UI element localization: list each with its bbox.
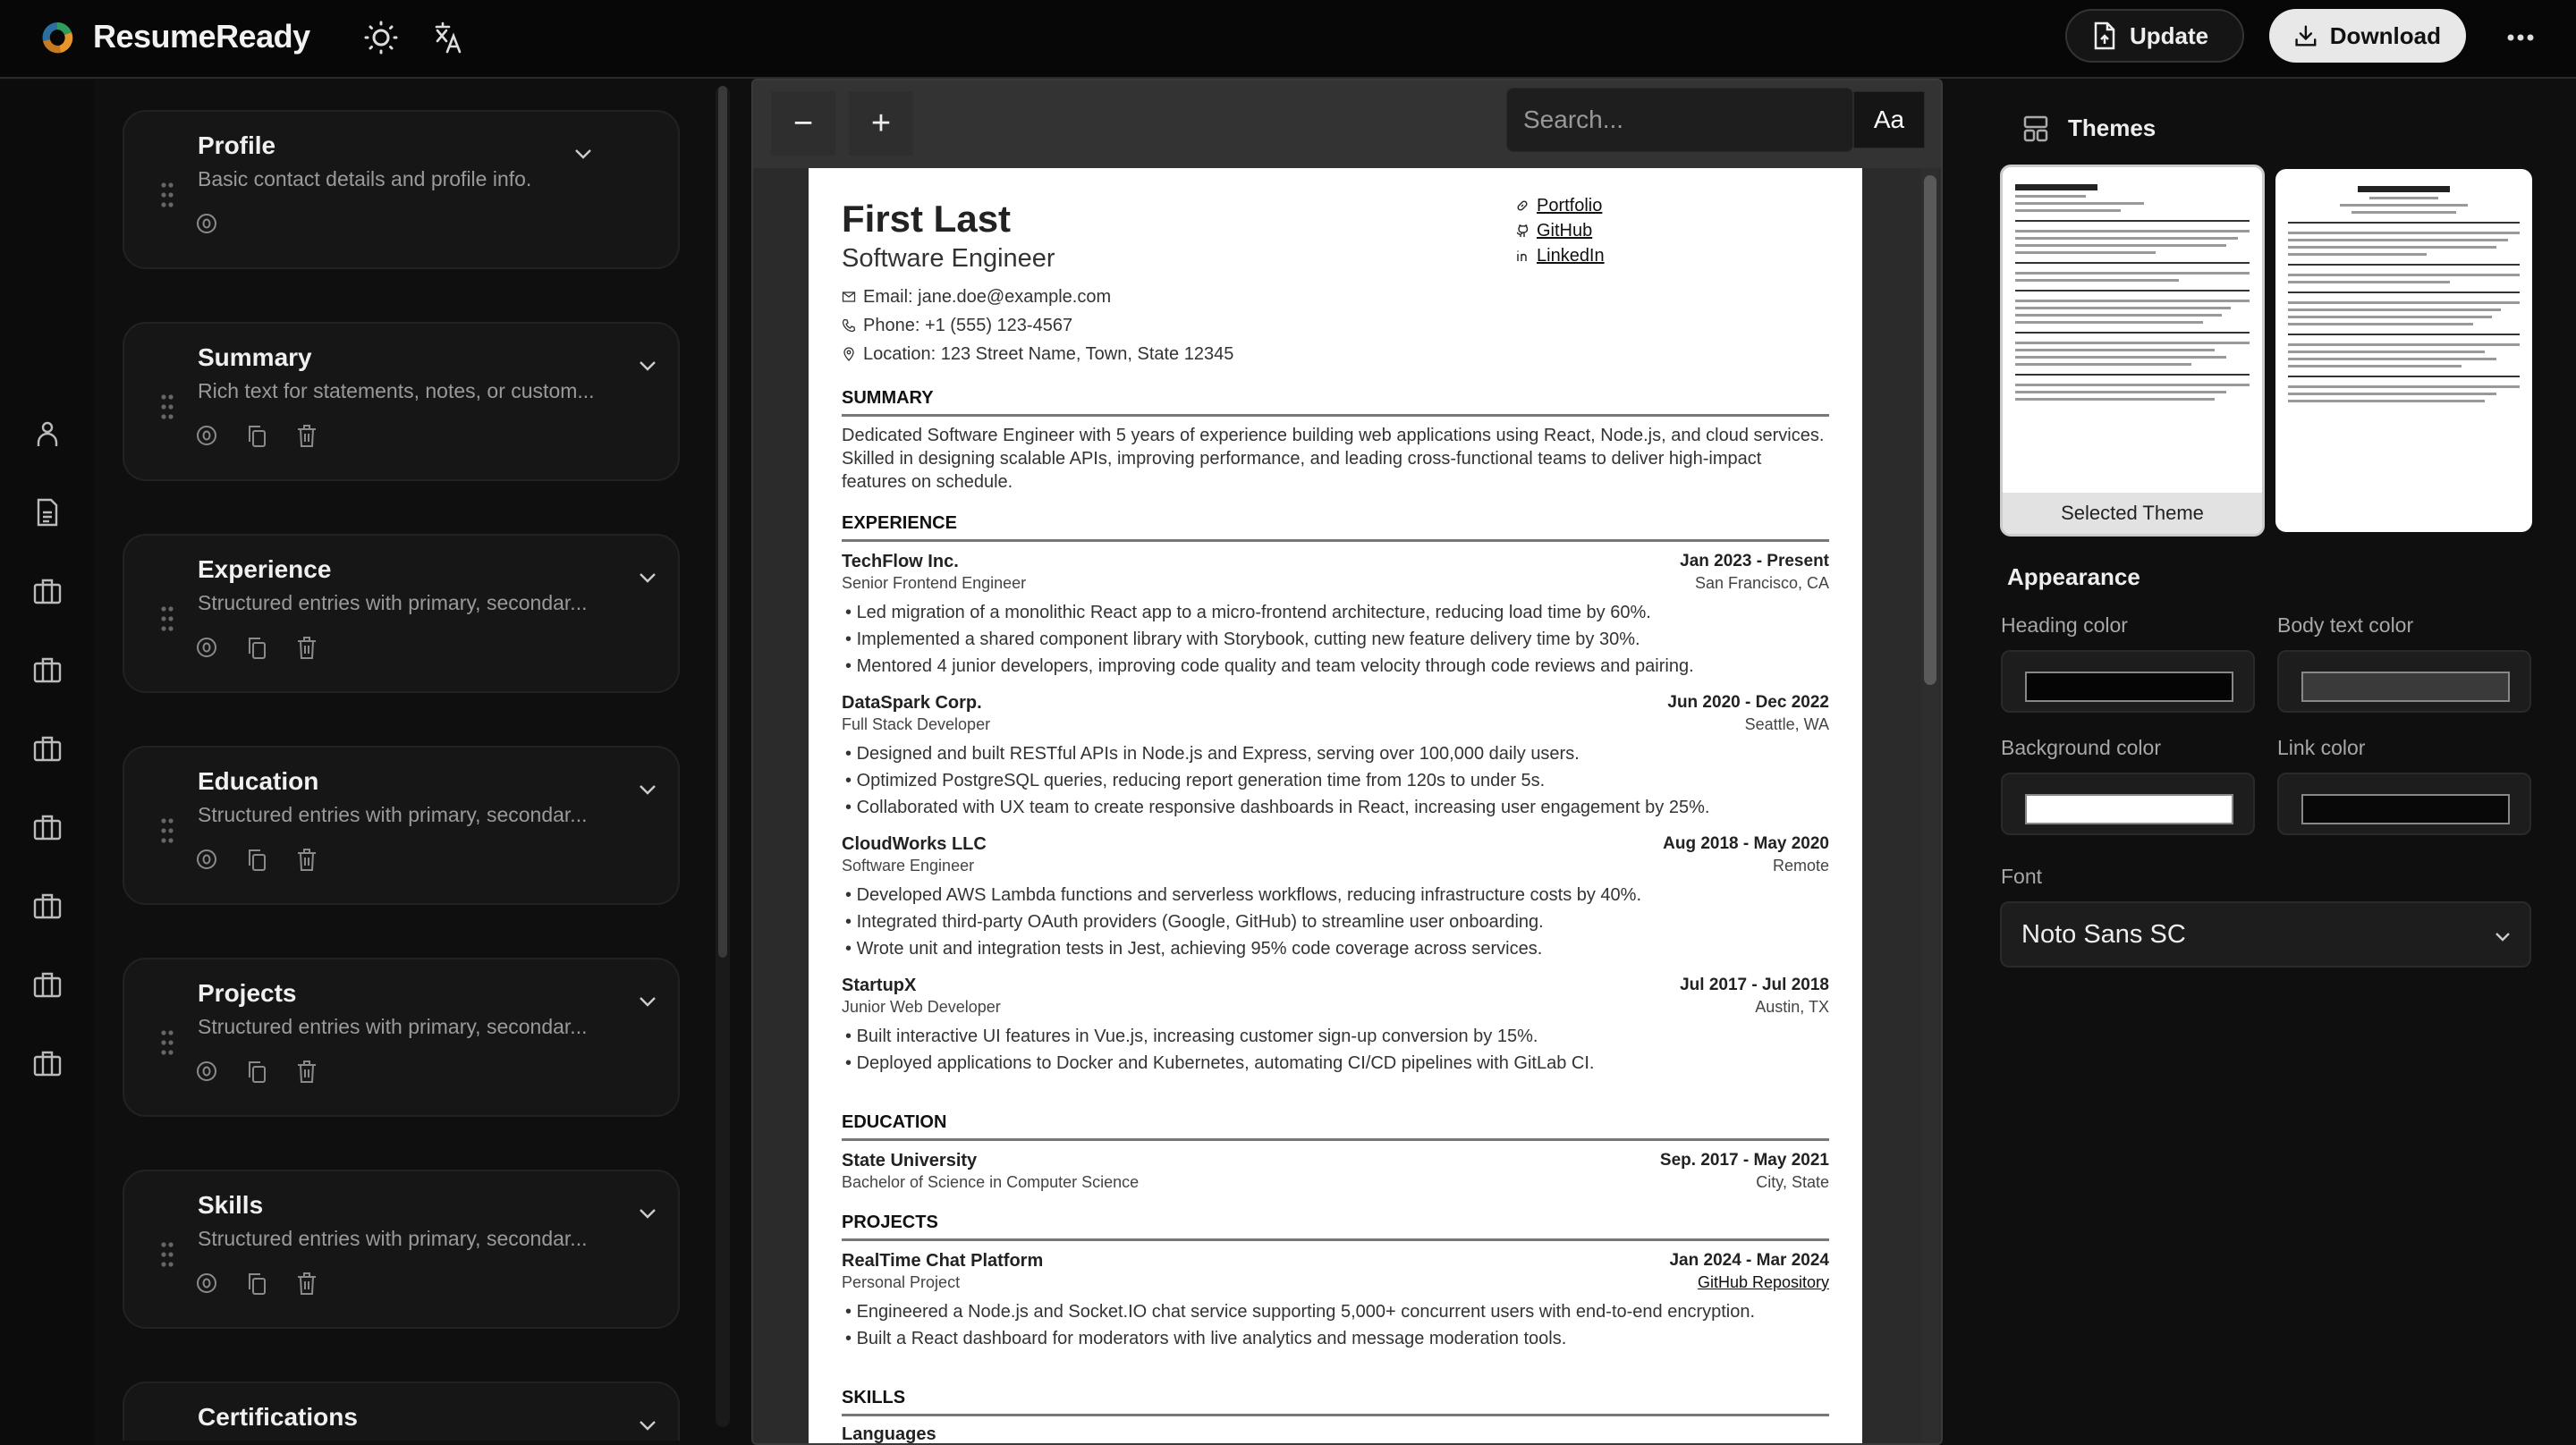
- more-options-icon[interactable]: [2503, 20, 2538, 55]
- chevron-down-icon[interactable]: [636, 990, 659, 1013]
- contact-location: Location: 123 Street Name, Town, State 12345: [842, 340, 1829, 368]
- language-translate-icon[interactable]: [429, 20, 465, 55]
- body-color-picker[interactable]: [2277, 650, 2531, 713]
- preview-scrollbar-thumb[interactable]: [1924, 175, 1936, 685]
- entry-bullet: • Built a React dashboard for moderators with live analytics and message moderation tools.: [845, 1329, 1567, 1348]
- download-button[interactable]: [2269, 9, 2466, 63]
- section-description: Basic contact details and profile info.: [198, 167, 532, 190]
- experience-entry: [842, 975, 1829, 1077]
- theme-preview-line: [2288, 393, 2496, 395]
- heading-color-label: Heading color: [2001, 613, 2128, 637]
- duplicate-copy-icon[interactable]: [246, 1272, 267, 1295]
- theme-preview-line: [2015, 184, 2097, 190]
- entry-location: Seattle, WA: [1744, 715, 1829, 733]
- contact-email: Email: jane.doe@example.com: [842, 283, 1829, 311]
- font-select[interactable]: [2000, 901, 2531, 968]
- entry-bullet: • Optimized PostgreSQL queries, reducing report generation time from 120s to under 5s.: [845, 771, 1546, 790]
- projects-entry: [842, 1250, 1829, 1352]
- briefcase-icon[interactable]: [32, 1048, 63, 1078]
- drag-handle-icon[interactable]: [160, 605, 174, 632]
- projects-heading: PROJECTS: [842, 1213, 1829, 1241]
- entry-role: Senior Frontend Engineer: [842, 574, 1027, 592]
- sections-scrollbar-thumb[interactable]: [718, 86, 727, 958]
- visibility-eye-icon[interactable]: [196, 848, 217, 871]
- theme-preview-line: [2015, 251, 2156, 254]
- entry-link[interactable]: GitHub Repository: [1697, 1273, 1829, 1291]
- mail-icon: [842, 290, 856, 304]
- chevron-down-icon[interactable]: [572, 142, 595, 165]
- layout-template-icon: [2023, 115, 2048, 142]
- section-card-skills[interactable]: [123, 1170, 680, 1329]
- entry-location: San Francisco, CA: [1694, 574, 1829, 592]
- zoom-in-button[interactable]: +: [849, 91, 913, 156]
- visibility-eye-icon[interactable]: [196, 212, 217, 235]
- map-pin-icon: [842, 347, 856, 361]
- theme-preview-line: [2288, 281, 2450, 283]
- section-title: Certifications: [198, 1403, 358, 1431]
- entry-org: StartupX: [842, 976, 917, 995]
- themes-title: Themes: [2068, 114, 2157, 141]
- theme-preview-line: [2288, 253, 2427, 256]
- update-button[interactable]: [2065, 9, 2244, 63]
- entry-bullet: • Wrote unit and integration tests in Jest, achieving 95% code coverage across services.: [845, 939, 1543, 959]
- experience-entry: [842, 551, 1829, 680]
- entry-bullet: • Designed and built RESTful APIs in Node.js and Express, serving over 100,000 daily users.: [845, 744, 1580, 764]
- resume-preview: [751, 79, 1943, 1445]
- entry-role: Full Stack Developer: [842, 715, 991, 733]
- delete-trash-icon[interactable]: [296, 1272, 318, 1295]
- brand-name: ResumeReady: [93, 18, 310, 55]
- entry-bullet: • Integrated third-party OAuth providers (Google, GitHub) to streamline user onboarding.: [845, 912, 1544, 932]
- theme-preview-line: [2288, 222, 2520, 224]
- drag-handle-icon[interactable]: [160, 182, 174, 208]
- resumeready-logo-icon: [39, 20, 75, 55]
- link-linkedin[interactable]: LinkedIn: [1515, 243, 1605, 268]
- theme-preview-line: [2015, 262, 2250, 264]
- section-title: Experience: [198, 555, 332, 583]
- entry-bullet: • Built interactive UI features in Vue.js, increasing customer sign-up conversion by 15%.: [845, 1027, 1538, 1046]
- theme-preview-line: [2015, 202, 2144, 205]
- experience-entry: [842, 692, 1829, 821]
- link-color-label: Link color: [2277, 736, 2366, 759]
- theme-preview-line: [2015, 237, 2238, 240]
- entry-org: RealTime Chat Platform: [842, 1251, 1044, 1271]
- theme-card-selected[interactable]: [2000, 165, 2265, 537]
- section-description: Structured entries with primary, secondar...: [198, 1015, 588, 1038]
- chevron-down-icon: [2492, 925, 2513, 947]
- visibility-eye-icon[interactable]: [196, 1060, 217, 1083]
- theme-toggle-sun-icon[interactable]: [363, 20, 399, 55]
- theme-preview-line: [2015, 230, 2250, 232]
- entry-org: TechFlow Inc.: [842, 552, 959, 571]
- body-color-swatch[interactable]: [2301, 672, 2510, 702]
- theme-preview-line: [2288, 385, 2520, 388]
- theme-preview-line: [2015, 342, 2250, 344]
- theme-preview-line: [2015, 356, 2226, 359]
- entry-role: Personal Project: [842, 1273, 961, 1291]
- section-card-profile[interactable]: [123, 110, 680, 269]
- theme-preview-line: [2015, 244, 2226, 247]
- background-color-swatch[interactable]: [2025, 794, 2233, 824]
- entry-location: Austin, TX: [1755, 998, 1829, 1016]
- entry-dates: Sep. 2017 - May 2021: [1659, 1151, 1829, 1170]
- theme-card-classic[interactable]: [2275, 169, 2532, 532]
- delete-trash-icon[interactable]: [296, 848, 318, 871]
- section-description: Rich text for statements, notes, or custom...: [198, 379, 595, 402]
- entry-location: City, State: [1756, 1173, 1829, 1191]
- background-color-label: Background color: [2001, 736, 2161, 759]
- theme-preview-line: [2340, 204, 2467, 207]
- profile-links: [1515, 193, 1605, 268]
- entry-dates: Aug 2018 - May 2020: [1663, 834, 1829, 853]
- entry-dates: Jun 2020 - Dec 2022: [1667, 693, 1829, 712]
- search-box: [1506, 88, 1853, 152]
- briefcase-icon[interactable]: [32, 812, 63, 842]
- settings-panel: [1945, 80, 2576, 1445]
- briefcase-icon[interactable]: [32, 655, 63, 685]
- link-github[interactable]: GitHub: [1515, 218, 1605, 243]
- theme-preview-line: [2015, 384, 2250, 386]
- theme-preview-line: [2015, 321, 2203, 324]
- font-select-value: Noto Sans SC: [2021, 919, 2186, 949]
- theme-preview-line: [2015, 307, 2231, 309]
- theme-preview-line: [2015, 279, 2179, 282]
- summary-heading: SUMMARY: [842, 388, 1829, 417]
- skills-category: Languages: [842, 1424, 936, 1444]
- theme-preview-line: [2288, 232, 2520, 234]
- top-bar: [0, 0, 2576, 79]
- zoom-out-button[interactable]: −: [771, 91, 835, 156]
- entry-location: Remote: [1772, 857, 1829, 875]
- theme-preview-line: [2015, 391, 2226, 393]
- entry-dates: Jan 2023 - Present: [1680, 552, 1829, 570]
- theme-preview-line: [2015, 349, 2215, 351]
- theme-preview-line: [2369, 197, 2439, 199]
- background-color-picker[interactable]: [2001, 773, 2255, 835]
- theme-preview-line: [2288, 316, 2492, 318]
- update-label: Update: [2130, 21, 2209, 49]
- user-icon[interactable]: [32, 418, 63, 449]
- theme-preview-line: [2288, 376, 2520, 377]
- theme-preview-line: [2288, 334, 2520, 335]
- section-card-certifications[interactable]: [123, 1382, 680, 1441]
- font-label: Font: [2001, 865, 2043, 888]
- briefcase-icon[interactable]: [32, 733, 63, 764]
- phone-icon: [842, 318, 856, 333]
- projects-list: [842, 1250, 1829, 1352]
- github-icon: [1515, 224, 1530, 238]
- search-input[interactable]: [1507, 89, 1847, 151]
- theme-preview-line: [2288, 351, 2485, 353]
- section-description: Structured entries with primary, secondar...: [198, 591, 588, 614]
- entry-dates: Jul 2017 - Jul 2018: [1680, 976, 1829, 994]
- file-upload-icon: [2092, 21, 2117, 50]
- link-color-picker[interactable]: [2277, 773, 2531, 835]
- visibility-eye-icon[interactable]: [196, 636, 217, 659]
- preview-toolbar: [753, 80, 1943, 168]
- theme-preview-line: [2015, 363, 2191, 366]
- theme-preview-line: [2288, 365, 2462, 368]
- theme-preview-line: [2288, 239, 2508, 241]
- entry-bullet: • Developed AWS Lambda functions and serverless workflows, reducing infrastructure costs by 40%.: [845, 885, 1642, 905]
- theme-preview-line: [2015, 290, 2250, 292]
- themes-header: [2023, 114, 2156, 142]
- experience-entry: [842, 833, 1829, 962]
- contact-phone: Phone: +1 (555) 123-4567: [842, 311, 1829, 340]
- download-label: Download: [2329, 21, 2441, 49]
- section-card-experience[interactable]: [123, 534, 680, 693]
- chevron-down-icon[interactable]: [636, 1202, 659, 1225]
- theme-preview-line: [2288, 292, 2520, 293]
- body-color-label: Body text color: [2277, 613, 2414, 637]
- entry-bullet: • Collaborated with UX team to create responsive dashboards in React, increasing user engagement by 25%.: [845, 798, 1710, 817]
- drag-handle-icon[interactable]: [160, 1241, 174, 1268]
- entry-bullet: • Engineered a Node.js and Socket.IO chat service supporting 5,000+ concurrent users with end-to-end encryption.: [845, 1302, 1756, 1322]
- theme-preview-line: [2015, 314, 2222, 317]
- theme-preview-line: [2288, 358, 2496, 360]
- section-nav-rail: [0, 80, 94, 1445]
- entry-bullet: • Mentored 4 junior developers, improving code quality and team velocity through code reviews and pairing.: [845, 656, 1694, 676]
- sections-panel: [94, 80, 738, 1445]
- theme-preview-line: [2015, 195, 2086, 198]
- theme-preview-line: [2015, 272, 2250, 275]
- entry-bullet: • Implemented a shared component library with Storybook, cutting new feature delivery time by 30%.: [845, 630, 1640, 649]
- visibility-eye-icon[interactable]: [196, 1272, 217, 1295]
- theme-preview-line: [2288, 246, 2496, 249]
- section-title: Projects: [198, 979, 297, 1007]
- heading-color-picker[interactable]: [2001, 650, 2255, 713]
- theme-preview-line: [2015, 374, 2250, 376]
- delete-trash-icon[interactable]: [296, 636, 318, 659]
- theme-preview-line: [2015, 332, 2250, 334]
- theme-preview-line: [2015, 220, 2250, 222]
- theme-preview-line: [2015, 300, 2250, 302]
- theme-preview-line: [2288, 301, 2520, 304]
- theme-preview-line: [2288, 264, 2520, 266]
- appearance-title: Appearance: [2007, 563, 2140, 590]
- duplicate-copy-icon[interactable]: [246, 1060, 267, 1083]
- entry-role: Software Engineer: [842, 857, 975, 875]
- entry-role: Junior Web Developer: [842, 998, 1001, 1016]
- section-description: Structured entries with primary, secondar...: [198, 1227, 588, 1250]
- resume-title: Software Engineer: [842, 244, 1055, 273]
- section-description: Structured entries with primary, secondar...: [198, 803, 588, 826]
- theme-preview-line: [2288, 343, 2520, 346]
- theme-preview-line: [2288, 308, 2501, 311]
- section-title: Education: [198, 767, 319, 795]
- entry-org: CloudWorks LLC: [842, 834, 987, 854]
- briefcase-icon[interactable]: [32, 576, 63, 606]
- theme-preview-line: [2288, 323, 2473, 325]
- duplicate-copy-icon[interactable]: [246, 848, 267, 871]
- section-title: Skills: [198, 1191, 264, 1219]
- theme-preview-line: [2015, 398, 2215, 401]
- heading-color-swatch[interactable]: [2025, 672, 2233, 702]
- experience-heading: EXPERIENCE: [842, 513, 1829, 542]
- theme-preview-line: [2288, 274, 2520, 276]
- briefcase-icon[interactable]: [32, 969, 63, 1000]
- download-icon: [2294, 22, 2318, 49]
- theme-preview-line: [2351, 211, 2456, 214]
- entry-bullet: • Led migration of a monolithic React app to a micro-frontend architecture, reducing load time by 60%.: [845, 603, 1651, 622]
- education-list: [842, 1150, 1829, 1193]
- entry-role: Bachelor of Science in Computer Science: [842, 1173, 1140, 1191]
- section-title: Profile: [198, 131, 276, 159]
- experience-list: [842, 551, 1829, 1077]
- chevron-down-icon[interactable]: [636, 778, 659, 801]
- entry-dates: Jan 2024 - Mar 2024: [1669, 1251, 1829, 1270]
- education-entry: [842, 1150, 1829, 1193]
- link-portfolio[interactable]: Portfolio: [1515, 193, 1605, 218]
- theme-preview-line: [2015, 209, 2121, 212]
- duplicate-copy-icon[interactable]: [246, 636, 267, 659]
- section-card-projects[interactable]: [123, 958, 680, 1117]
- entry-bullet: • Deployed applications to Docker and Kubernetes, automating CI/CD pipelines with GitLab CI.: [845, 1053, 1595, 1073]
- drag-handle-icon[interactable]: [160, 817, 174, 844]
- entry-org: DataSpark Corp.: [842, 693, 982, 713]
- selected-theme-label: Selected Theme: [2003, 493, 2262, 534]
- resume-page: [809, 168, 1862, 1445]
- linkedin-icon: [1515, 249, 1530, 263]
- chevron-down-icon[interactable]: [636, 566, 659, 589]
- match-case-button[interactable]: Aa: [1853, 91, 1925, 148]
- entry-org: State University: [842, 1151, 978, 1170]
- theme-preview-line: [2358, 186, 2451, 192]
- theme-preview-line: [2288, 400, 2485, 402]
- section-title: Summary: [198, 343, 312, 371]
- chevron-down-icon[interactable]: [636, 354, 659, 377]
- drag-handle-icon[interactable]: [160, 393, 174, 420]
- summary-text: Dedicated Software Engineer with 5 years of experience building web applications using React, Node.js, and cloud services. Skilled in designing scalable APIs, improving performance, and leading cross-functional teams to deliver high-impact features on schedule.: [842, 426, 1825, 492]
- file-text-icon[interactable]: [32, 497, 63, 528]
- delete-trash-icon[interactable]: [296, 424, 318, 447]
- duplicate-copy-icon[interactable]: [246, 424, 267, 447]
- briefcase-icon[interactable]: [32, 891, 63, 921]
- drag-handle-icon[interactable]: [160, 1029, 174, 1056]
- delete-trash-icon[interactable]: [296, 1060, 318, 1083]
- section-card-education[interactable]: [123, 746, 680, 905]
- chevron-down-icon[interactable]: [636, 1414, 659, 1437]
- link-color-swatch[interactable]: [2301, 794, 2510, 824]
- visibility-eye-icon[interactable]: [196, 424, 217, 447]
- section-card-summary[interactable]: [123, 322, 680, 481]
- skills-heading: SKILLS: [842, 1388, 1829, 1416]
- link-icon: [1515, 199, 1530, 213]
- resume-name: First Last: [842, 198, 1012, 240]
- education-heading: EDUCATION: [842, 1112, 1829, 1141]
